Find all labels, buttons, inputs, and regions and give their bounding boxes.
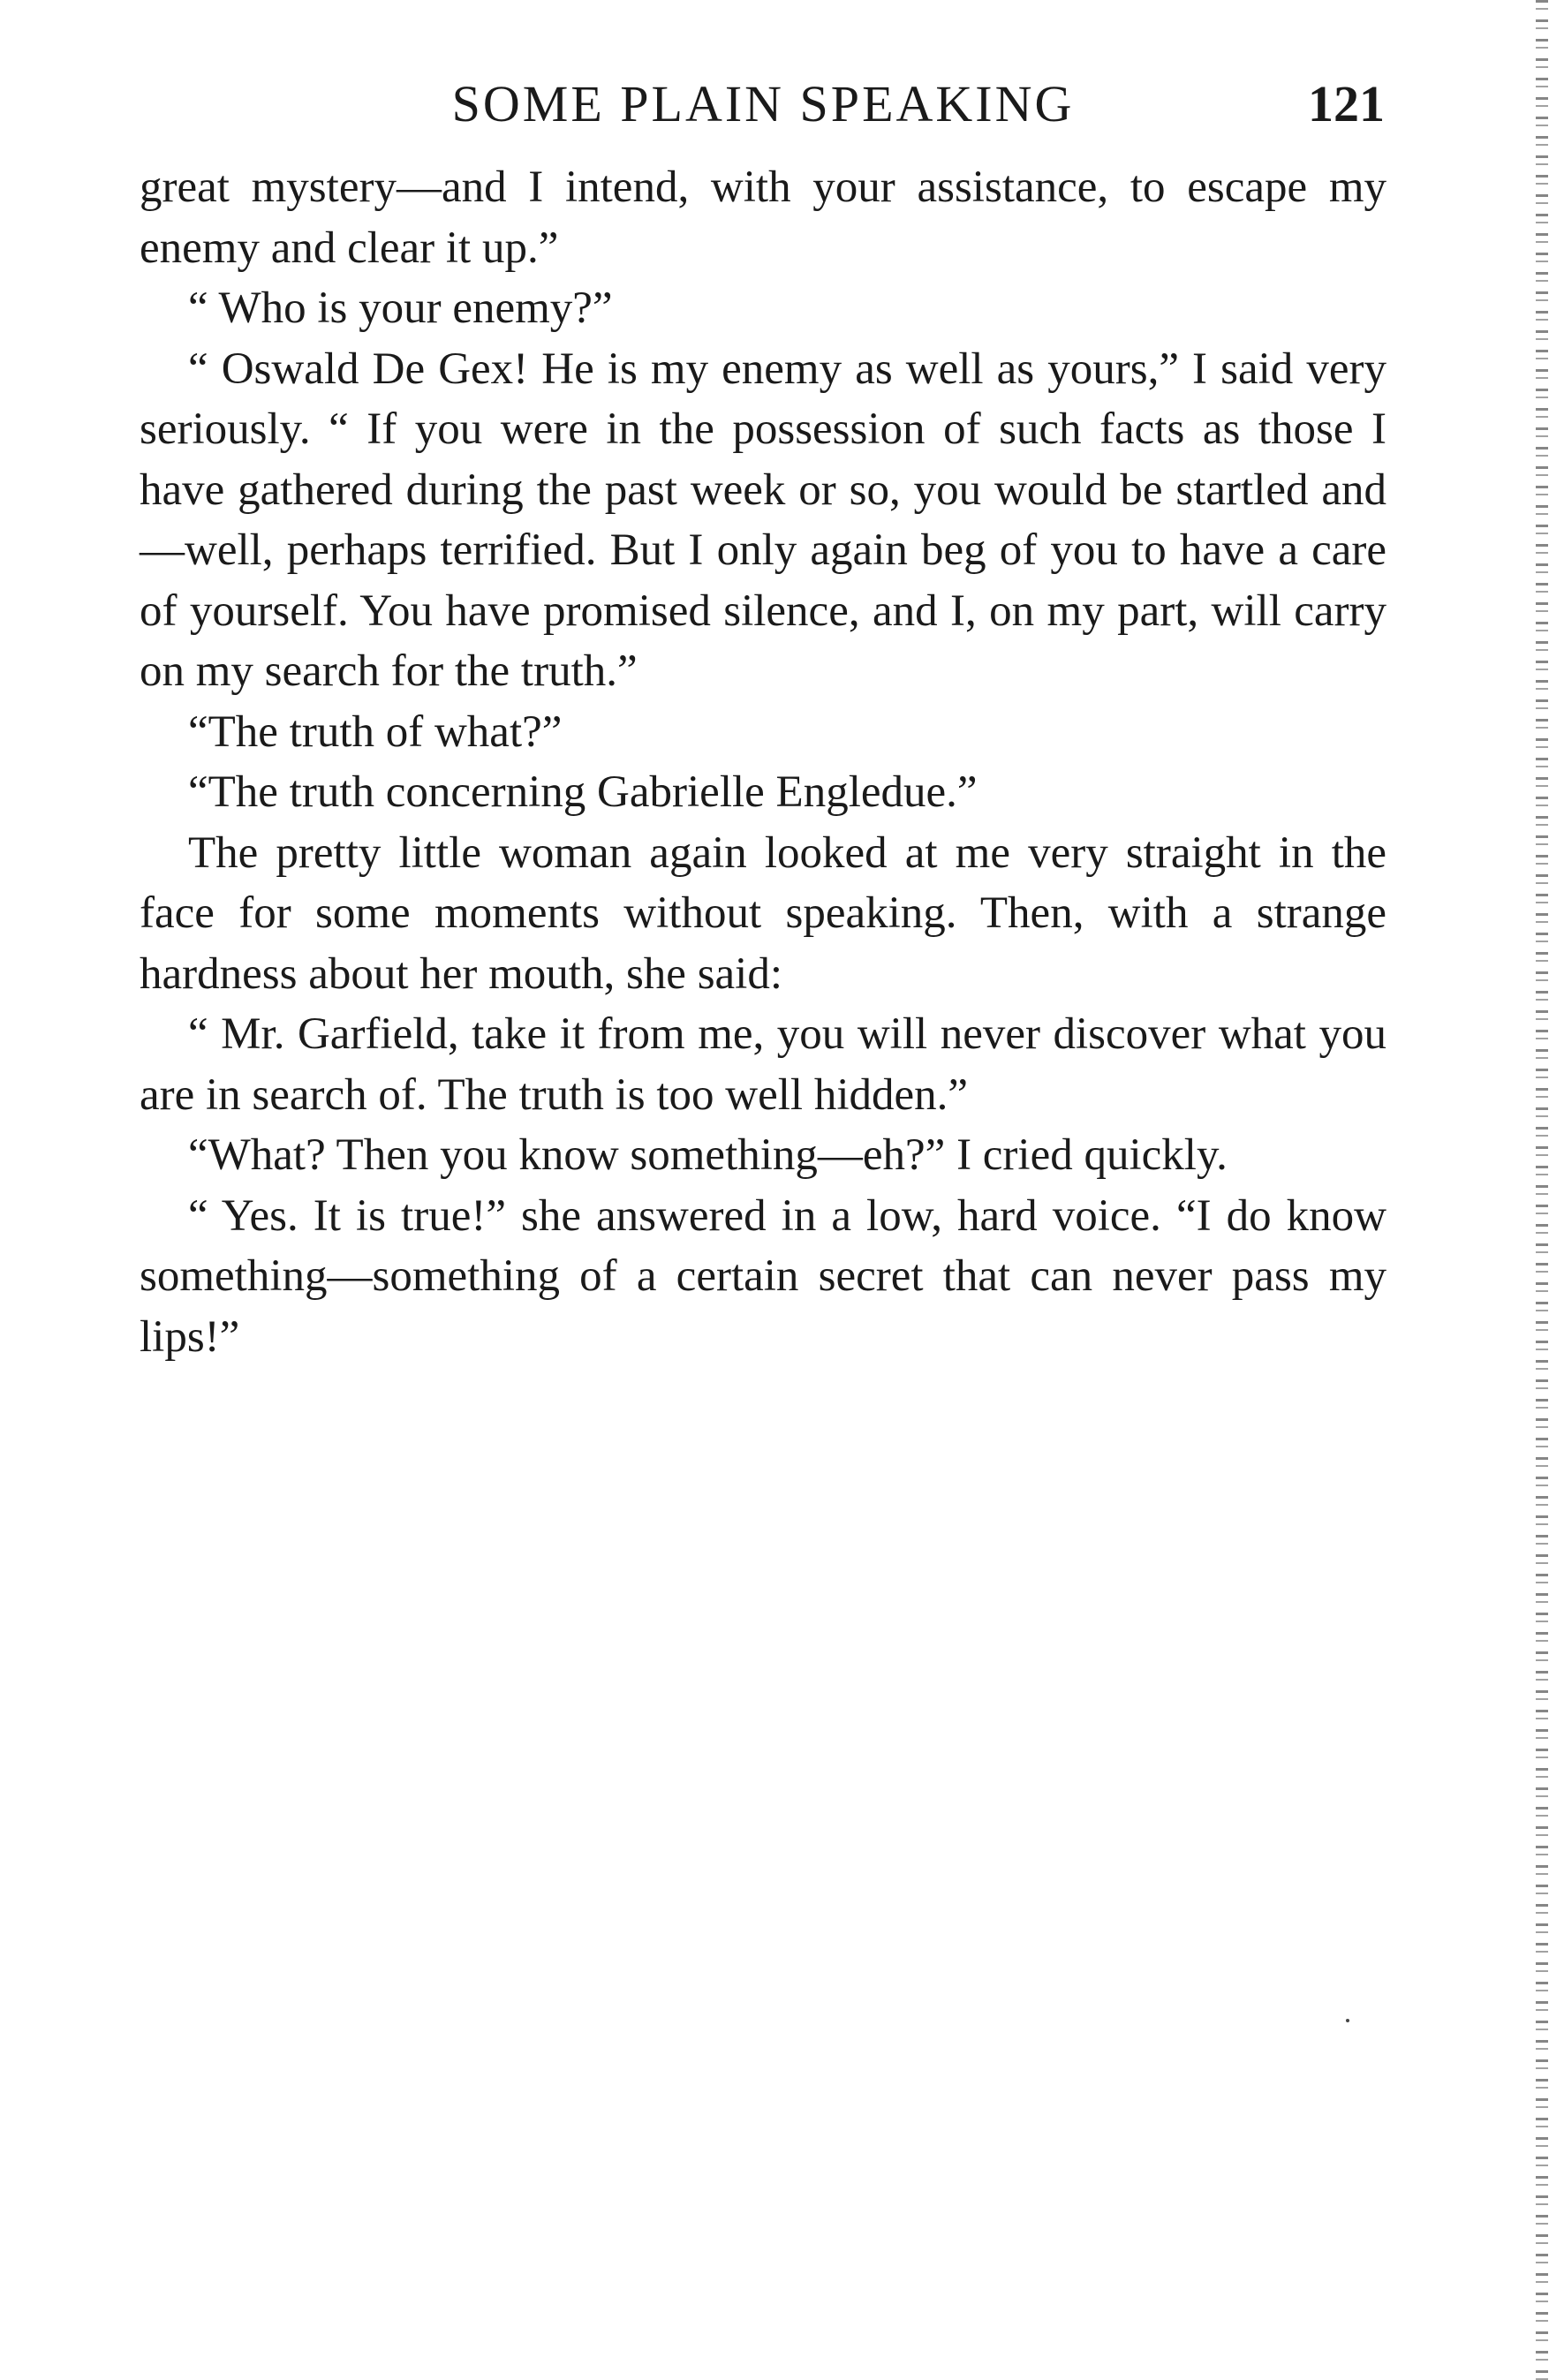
- paragraph: “The truth concerning Gabrielle Engledue.”: [188, 767, 978, 817]
- page-header: [141, 69, 1385, 140]
- paragraph: great mystery—and I intend, with your assistance, to escape my enemy and clear it up.”: [140, 162, 1386, 273]
- scan-speck: [1346, 2019, 1349, 2022]
- running-title: SOME PLAIN SPEAKING: [451, 75, 1075, 132]
- paragraph: “What? Then you know something—eh?” I cried quickly.: [188, 1130, 1228, 1180]
- paragraph: “ Who is your enemy?”: [188, 283, 613, 333]
- paragraph: “The truth of what?”: [188, 706, 563, 757]
- paragraph: “ Mr. Garfield, take it from me, you will never discover what you are in search of. The truth is too well hidden.”: [140, 1009, 1386, 1120]
- body-text: [140, 157, 1386, 1367]
- paragraph: “ Yes. It is true!” she answered in a low, hard voice. “I do know something—something of a certain secret that can never pass my lips!”: [140, 1190, 1386, 1362]
- paragraph: “ Oswald De Gex! He is my enemy as well as yours,” I said very seriously. “ If you were in the possession of such facts as those I have gathered during the past week or so, you would be startled and—well, perhaps terrified. But I only again beg of you to have a care of yourself. You have promised silence, and I, on my part, will carry on my search for the truth.”: [140, 344, 1386, 696]
- page-number: 121: [1308, 75, 1385, 132]
- paragraph: The pretty little woman again looked at me very straight in the face for some moments without speaking. Then, with a strange hardness about her mouth, she said:: [140, 827, 1386, 999]
- scan-edge-artifact: [1536, 0, 1548, 2380]
